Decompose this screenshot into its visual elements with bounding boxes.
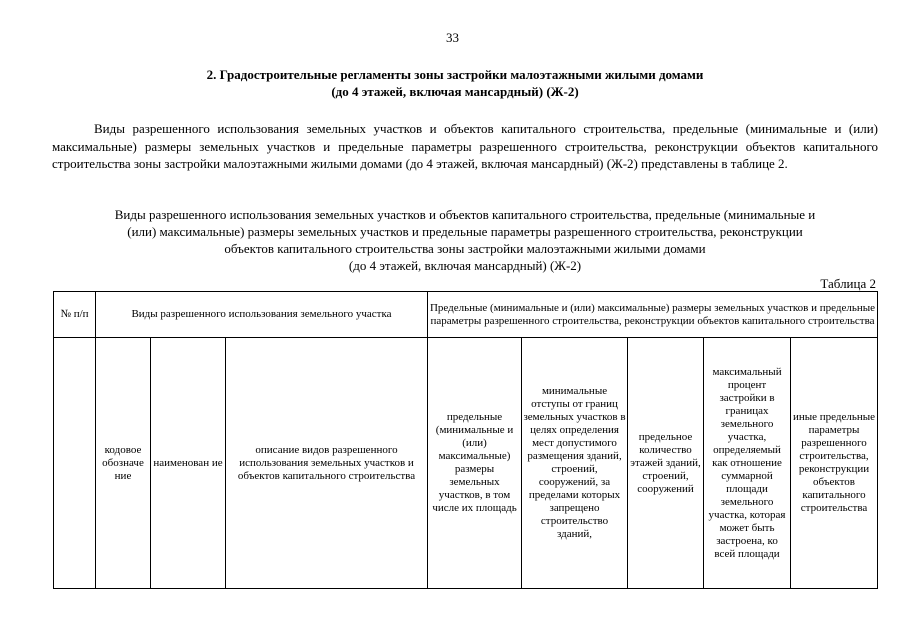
subheader-other: иные предельные параметры разрешенного строительства, реконструкции объектов капитального строительства — [791, 338, 878, 589]
page-number: 33 — [446, 30, 459, 45]
intro-paragraph: Виды разрешенного использования земельных участков и объектов капитального строительства, предельные (минимальные и (или) максимальные) размеры земельных участков и предельные параметры разрешенного строительства, реконструкции объектов капитального строительства зоны застройки малоэтажными жилыми домами (до 4 этажей, включая мансардный) (Ж-2) представлены в таблице 2. — [52, 121, 878, 171]
subheader-floors: предельное количество этажей зданий, строений, сооружений — [628, 338, 704, 589]
subheader-empty — [54, 338, 96, 589]
table-caption-line2: (или) максимальные) размеры земельных участков и предельные параметры разрешенного строительства, реконструкции — [127, 224, 803, 239]
subheader-coverage: максимальный процент застройки в границах земельного участка, определяемый как отношение суммарной площади земельного участка, которая может быть застроена, ко всей площади — [704, 338, 791, 589]
header-number: № п/п — [54, 292, 96, 338]
table-caption-line4: (до 4 этажей, включая мансардный) (Ж-2) — [348, 258, 582, 273]
subheader-sizes: предельные (минимальные и (или) максимальные) размеры земельных участков, в том числе их площадь — [428, 338, 522, 589]
table-caption-line1: Виды разрешенного использования земельных участков и объектов капитального строительства, предельные (минимальные и — [114, 207, 816, 222]
table-caption — [52, 206, 878, 274]
table-header-row — [54, 292, 878, 338]
table-subheader-row — [54, 338, 878, 589]
section-heading-line2: (до 4 этажей, включая мансардный) (Ж-2) — [331, 84, 579, 99]
subheader-code: кодовое обозначе ние — [96, 338, 151, 589]
header-use-types: Виды разрешенного использования земельного участка — [96, 292, 428, 338]
subheader-description: описание видов разрешенного использования земельных участков и объектов капитального строительства — [226, 338, 428, 589]
subheader-name: наименован ие — [151, 338, 226, 589]
section-heading — [90, 66, 820, 100]
regulations-table — [53, 291, 878, 589]
header-limits: Предельные (минимальные и (или) максимальные) размеры земельных участков и предельные параметры разрешенного строительства, реконструкции объектов капитального строительства — [428, 292, 878, 338]
table-caption-line3: объектов капитального строительства зоны застройки малоэтажными жилыми домами — [224, 241, 706, 256]
section-heading-line1: 2. Градостроительные регламенты зоны застройки малоэтажными жилыми домами — [206, 67, 704, 82]
subheader-setbacks: минимальные отступы от границ земельных участков в целях определения мест допустимого размещения зданий, строений, сооружений, за пределами которых запрещено строительство зданий, — [522, 338, 628, 589]
table-label: Таблица 2 — [820, 276, 876, 291]
